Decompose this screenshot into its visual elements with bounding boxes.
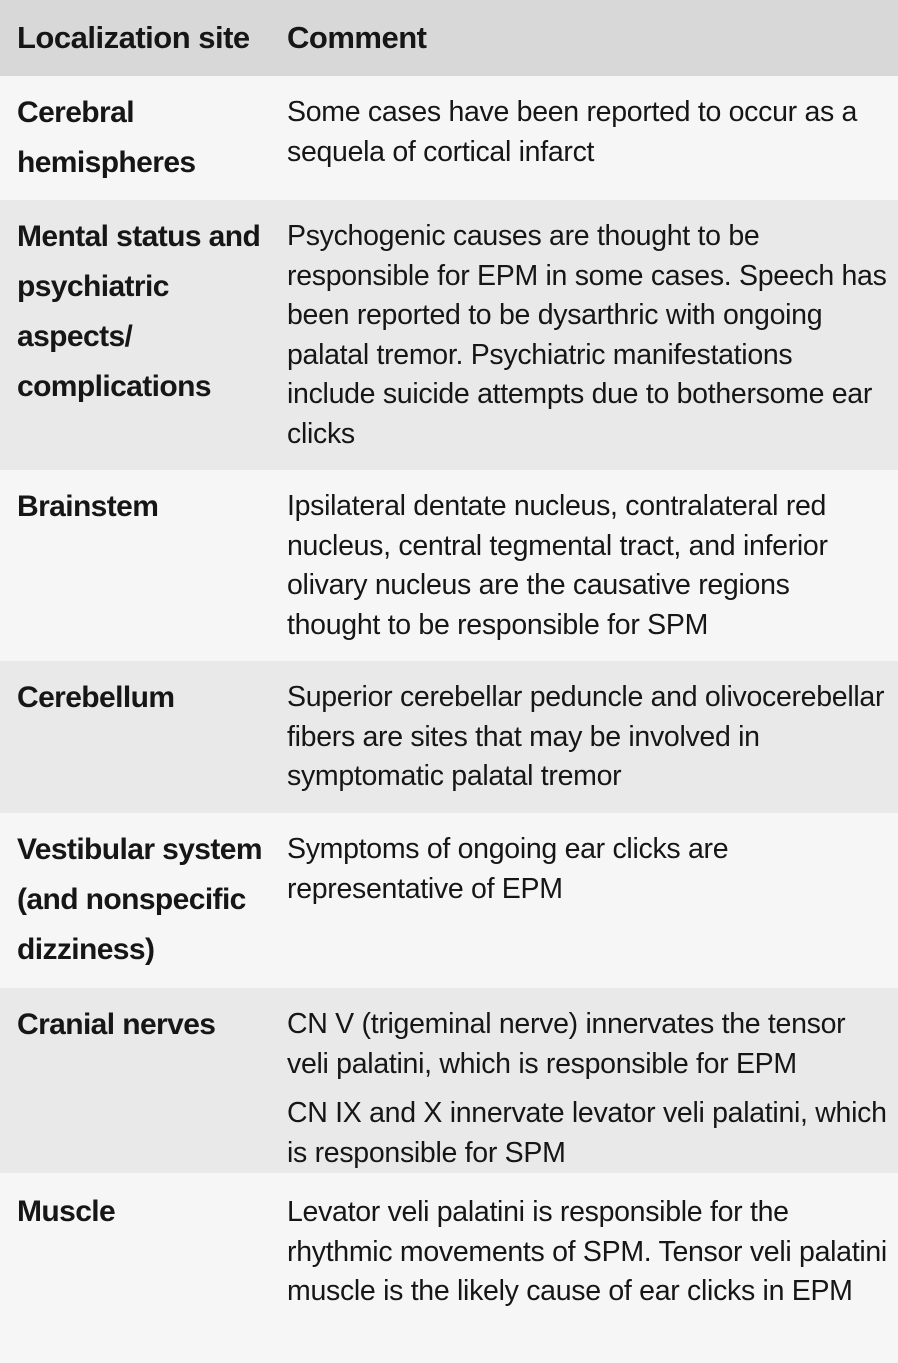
table-row: [0, 813, 898, 988]
comment-text: Levator veli palatini is responsible for the rhythmic movements of SPM. Tensor veli palatini muscle is the likely cause of ear clicks in EPM: [287, 1196, 887, 1307]
row-site: Muscle: [0, 1173, 270, 1363]
comment-text: Some cases have been reported to occur as a sequela of cortical infarct: [287, 96, 858, 168]
row-site: Cranial nerves: [0, 988, 270, 1173]
row-site: Cerebral hemispheres: [0, 76, 270, 200]
row-comment: [270, 988, 898, 1173]
row-comment: [270, 76, 898, 200]
comment-text: CN IX and X innervate levator veli palatini, which is responsible for SPM: [287, 1097, 887, 1169]
row-comment: [270, 1173, 898, 1363]
table-row: [0, 1173, 898, 1363]
table-row: [0, 988, 898, 1173]
table-header-row: [0, 0, 898, 76]
row-site: Brainstem: [0, 470, 270, 661]
row-site: Mental status and psychiatric aspects/ complications: [0, 200, 270, 470]
table-row: [0, 76, 898, 200]
row-site: Cerebellum: [0, 661, 270, 813]
table-row: [0, 200, 898, 470]
row-comment: [270, 813, 898, 988]
table-row: [0, 470, 898, 661]
comment-text: CN V (trigeminal nerve) innervates the tensor veli palatini, which is responsible for EPM: [287, 1008, 846, 1080]
comment-text: Ipsilateral dentate nucleus, contralateral red nucleus, central tegmental tract, and inferior olivary nucleus are the causative regions thought to be responsible for SPM: [287, 490, 828, 641]
header-localization-site: Localization site: [0, 0, 270, 76]
row-comment: [270, 470, 898, 661]
comment-text: Symptoms of ongoing ear clicks are representative of EPM: [287, 833, 729, 905]
row-site: Vestibular system (and nonspecific dizziness): [0, 813, 270, 988]
comment-text: Superior cerebellar peduncle and olivocerebellar fibers are sites that may be involved in symptomatic palatal tremor: [287, 681, 885, 792]
header-comment: Comment: [270, 0, 898, 76]
row-comment: [270, 661, 898, 813]
comment-text: Psychogenic causes are thought to be responsible for EPM in some cases. Speech has been reported to be dysarthric with ongoing palatal tremor. Psychiatric manifestations include suicide attempts due to bothersome ear clicks: [287, 220, 887, 450]
table-row: [0, 661, 898, 813]
row-comment: [270, 200, 898, 470]
